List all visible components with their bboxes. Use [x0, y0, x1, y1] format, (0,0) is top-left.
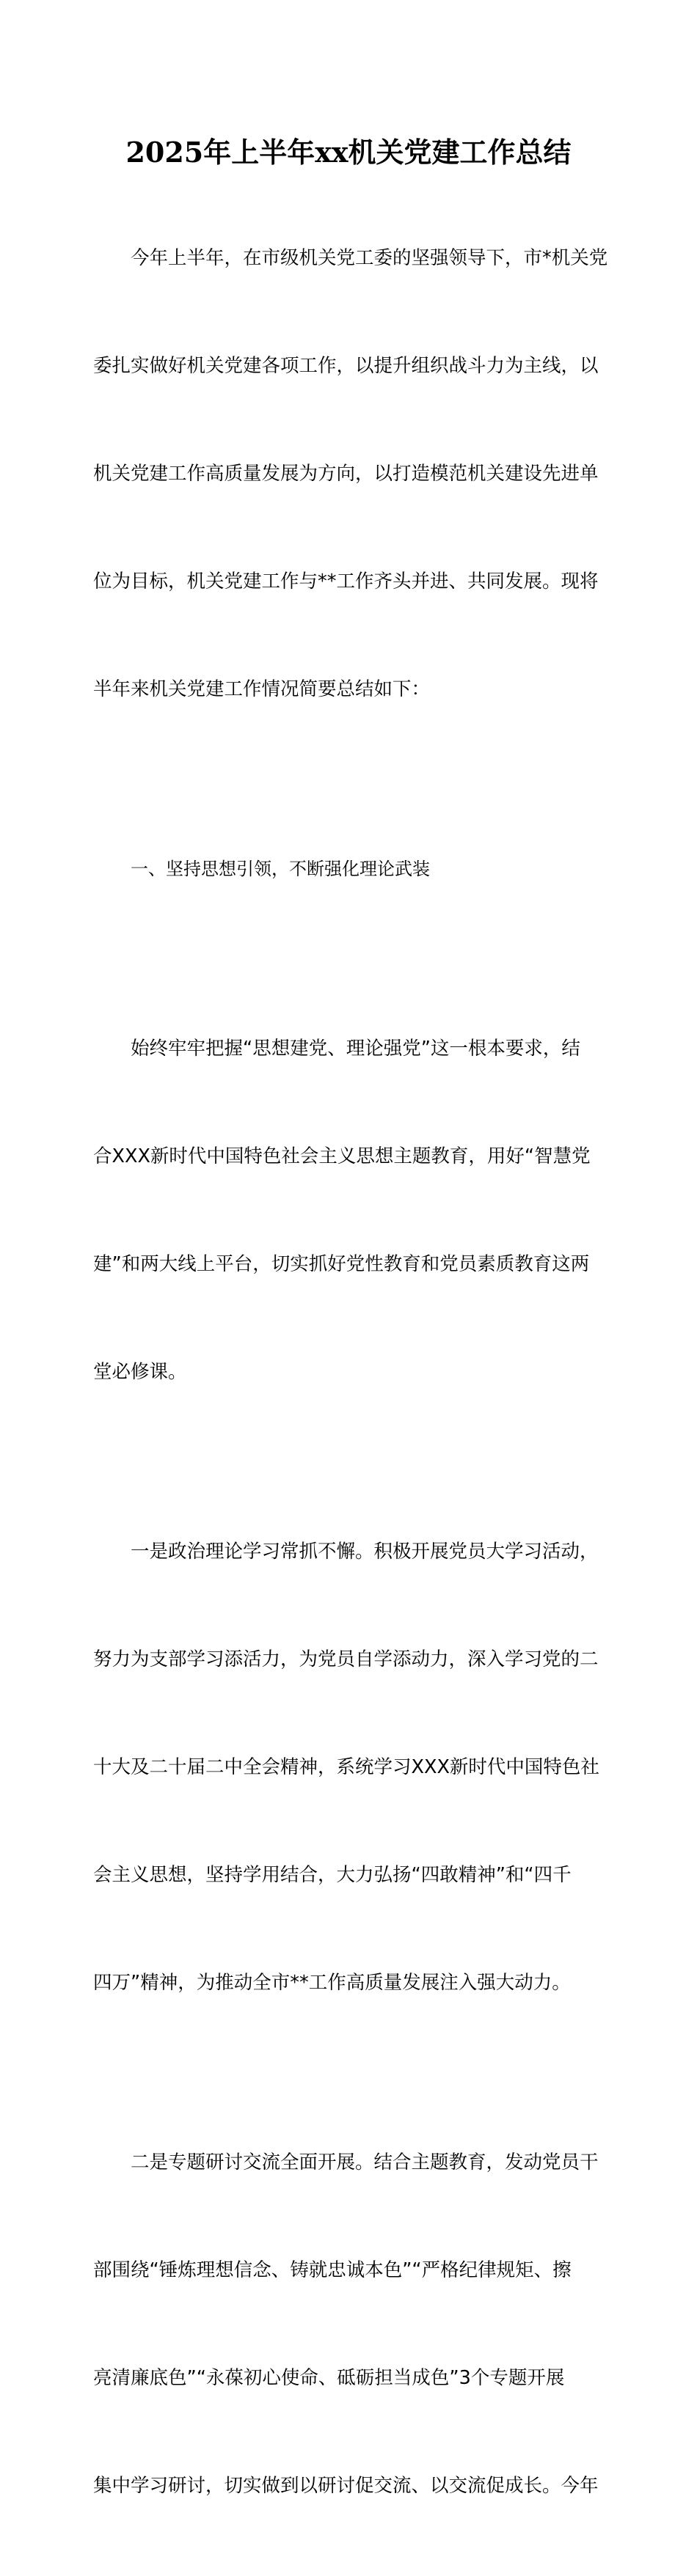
- text-line: 合XXX新时代中国特色社会主义思想主题教育，用好“智慧党: [93, 1145, 591, 1167]
- paragraph-special-seminar: [93, 2073, 611, 2576]
- text-line: 始终牢牢把握“思想建党、理论强党”这一根本要求，结: [131, 1038, 580, 1060]
- text-line: 集中学习研讨，切实做到以研讨促交流、以交流促成长。今年: [93, 2475, 599, 2497]
- paragraph-political-theory: [93, 1462, 611, 2073]
- section-heading: [93, 779, 611, 959]
- document-body: [93, 169, 611, 2576]
- text-line: 堂必修课。: [93, 1361, 187, 1383]
- text-line: 二是专题研讨交流全面开展。结合主题教育，发动党员干: [131, 2151, 599, 2173]
- paragraph-intro: [93, 169, 611, 779]
- text-line: 位为目标，机关党建工作与**工作齐头并进、共同发展。现将: [93, 570, 599, 592]
- text-line: 半年来机关党建工作情况简要总结如下：: [93, 678, 431, 700]
- text-line: 部围绕“锤炼理想信念、铸就忠诚本色”“严格纪律规矩、擦: [93, 2259, 572, 2281]
- text-line: 亮清廉底色”“永葆初心使命、砥砺担当成色”3个专题开展: [93, 2367, 565, 2389]
- heading-line: 一、坚持思想引领，不断强化理论武装: [131, 859, 430, 879]
- text-line: 四万”精神，为推动全市**工作高质量发展注入强大动力。: [93, 1972, 571, 1994]
- paragraph-section-intro: [93, 959, 611, 1462]
- text-line: 今年上半年，在市级机关党工委的坚强领导下，市*机关党: [131, 247, 608, 269]
- document-title: 2025年上半年xx机关党建工作总结: [125, 136, 572, 169]
- text-line: 一是政治理论学习常抓不懈。积极开展党员大学习活动，: [131, 1541, 599, 1563]
- text-line: 建”和两大线上平台，切实抓好党性教育和党员素质教育这两: [93, 1253, 590, 1275]
- text-line: 努力为支部学习添活力，为党员自学添动力，深入学习党的二: [93, 1648, 599, 1670]
- text-line: 委扎实做好机关党建各项工作，以提升组织战斗力为主线，以: [93, 355, 599, 377]
- text-line: 会主义思想，坚持学用结合，大力弘扬“四敢精神”和“四千: [93, 1864, 572, 1886]
- text-line: 机关党建工作高质量发展为方向，以打造模范机关建设先进单: [93, 463, 599, 485]
- text-line: 十大及二十届二中全会精神，系统学习XXX新时代中国特色社: [93, 1756, 599, 1778]
